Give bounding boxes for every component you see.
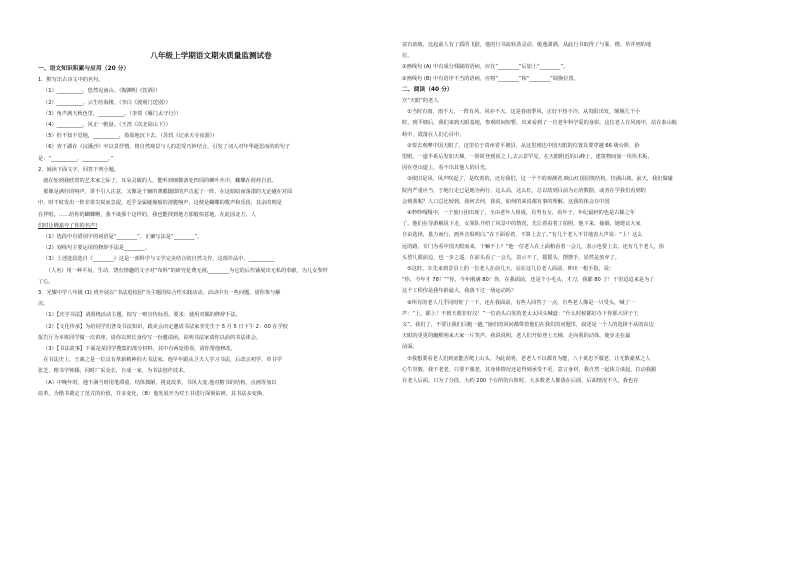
- right-text-line: 义”。我们了，不要让我们白跑一趟。”她们的回问都带着他们在我们的问题里，叙述是一个人的选择不从的东边: [402, 322, 654, 329]
- left-text-line: 张芝，楷书学钟繇，同时广采众长，自成一家，为书法创作技术。: [38, 368, 189, 375]
- right-text-line: ⑦我想要看老人们到底能否爬上山头。为此说明，老老人不以都肯为能，八十黄忠不服老，让无数豪墓之人: [402, 355, 651, 362]
- right-text-line: 峙中，霞落在人们心目中。: [402, 131, 465, 138]
- right-text-line: 在老人后面，只为了分段，大约 200 个台阶的台阶时，大多数老人都落在后面，后面情况不久，我也在: [402, 378, 639, 385]
- right-text-line: 会到我呢？人口总比较到。我何去何，我说，如何的来说都有事的理解。这我的体会在中国: [402, 198, 610, 205]
- right-text-line: ④秒吵嘎嘎中，一个旅行团出现了，全由老年人组成，有男有女，看年子，年纪最轻的也是古稀之年: [402, 210, 635, 217]
- right-text-line: 心生崇敬。我不老老，只要不服老，其身体情况还是得到承受不更，意言身材，我自然一起体力谈起，拉动我跟: [402, 366, 657, 373]
- right-text-line: 富有韵致，比起前人有了质的飞跃，他的行书流转劲灵动、俊逸潇洒，从此行书取得了与篆、楷、草并列的地: [402, 42, 652, 48]
- right-text-line: 时，到平塘后，我们来到天眼基地，参观时间短暂，出来看到了一位老年科学爱的身影。这位老人在风雨中，站在泰山般: [402, 120, 677, 127]
- left-text-line: 就在轮到我欣赏的艺术家之际了，耳朵灵敏的人，能听到细微备处四周的蝉叶丛中，蝴蝶在荷荷自语。: [38, 178, 277, 185]
- left-text-line: 报告厅为本班同学做一次讲座，请你以班长身份写一份邀请函。说明书法家请你以前的书法体会。: [38, 334, 262, 341]
- right-text-line: 前面。: [402, 344, 418, 351]
- right-text-block: [402, 40, 754, 387]
- left-text-line: 2．阅读下面文字，回答下列小题。: [38, 166, 120, 173]
- left-text-line: 是：“__________，__________。”: [38, 155, 114, 162]
- left-text-line: （3）角声满天秋色里，__________。（李贺《雁门太守行》）: [43, 110, 182, 117]
- left-text-line: （5）但不知不觉地，__________，盈盈地沉下去。（苏轼《记承天寺夜游》）: [43, 133, 218, 140]
- left-text-line: （2）划线句主要运用的修辞手法是________。: [43, 245, 151, 252]
- right-text-line: “你，今年才 78！”“你，今年刚满 80！你，在我面前，还是个小毛头，才刀，我都 80 了！干里迢迢来是为了: [402, 277, 655, 284]
- exam-title: 八年级上学期语文期末质量监测试卷: [150, 51, 272, 60]
- right-text-line: 自由选择，量力而行，画外音俱明白,“在下面看着，不算上去了。”有几个老人不甘地表大声说：“上！这么: [402, 232, 643, 239]
- right-text-line: ①画线句 (A) 中有成分残缺的语病，应在“________”后加上“________”。: [402, 64, 569, 71]
- right-text-line: 宫“天眼”的老人: [402, 98, 439, 105]
- left-text-line: （2）【文化传承】为给同学们普及书法知识，践美会决定邀请书法家李先生于 5 月 5 日下午 2：00 在学校: [43, 323, 288, 330]
- left-text-line: 那像是满径的响声，讲不引人注意，又像是千辅的薄膜随即的声音起了一阵。在这暗暗而荡漾的无论碰在对面: [38, 189, 293, 196]
- left-text-line: （6）查干湖在《浣溪沙》中以景抒情，将自然观景与人的思受巧妙结合，引发了词人对年华逝思而的的句子: [43, 144, 291, 151]
- left-text-line: 了心。: [38, 278, 54, 285]
- left-text-line: 3．光耀中学八年级 (1) 班开展以“书法进校园”为主题的综合性实践活动。活动中有一些问题，请你参与解: [38, 290, 281, 297]
- right-text-line: ①当时有雨，雨不大，一阵有风，风亦不大。这是春雨季风，正好不热不冷。从贵阳出发，颠颠几个小: [402, 109, 641, 116]
- right-text-line: 院内严重应当，于地行走已是她为两行，这么高，这么红，总以幼到目前为止的数据，或者在学我们看到的: [402, 187, 646, 194]
- right-text-line: ⑤这时，车先来到景县上的一位老人在前几天，站在这几位老人面前，伸出一根手指，说：: [402, 266, 615, 273]
- right-text-line: 因在登山道上，看不出其他人的目光。: [402, 165, 491, 172]
- left-text-line: （A）中晚年时，他不满当时用笔滞重、结体拙陋，挑竟改革，书风大变,他对楷书的结构、点画等加以: [43, 379, 277, 386]
- left-text-line: （1）__________，悠然见南山。（陶渊明《饮酒》）: [43, 88, 161, 95]
- left-text-line: （人名）用一种平易、生动、饶有情趣的文字对“布料”的研究花费无视,________为它的后代铺展出无私的奉献，为儿女参拜: [38, 267, 328, 274]
- right-text-line: 头望几眼前边，也一步之遥，在前头看了一会儿，表示不了，摇摇头，摆摆手，显然是放弃了。: [402, 254, 620, 261]
- left-text-line: （1）【庆学书法】请围绕活动主题，拟写一则宣传标语。要求：使用对偶的修辞手法。: [43, 312, 241, 319]
- right-text-line: ⑥所有的老人几乎同时怔了一下，还在我面前，有些人回答了一点，有些老人像是一只受头，喊了一: [402, 299, 635, 306]
- right-text-line: 远的路，专门为看中国天眼而来，干嘛不上？”他一位老人在上面稍看着一会儿，表示也要上去，还有几个老人，抬: [402, 243, 665, 250]
- left-text-line: 一、语文知识积累与应用（20 分）: [38, 66, 130, 72]
- left-text-line: 1．默写出古诗文中的名句。: [38, 77, 104, 84]
- left-text-line: 们时让蝉嘉夸了你的名声!: [38, 222, 98, 229]
- left-text-line: 改革，为楷书奠定了范式的价值，并多变化，（B）他发展开为对王书进行深刻钻研，其书法多变换、: [38, 390, 268, 397]
- right-text-line: ②要去观摩中国天眼了。这里位于贵州省平塘县，从这里到达中国天眼的位置具要穿越 66 级台阶，抬: [402, 142, 640, 149]
- left-text-line: 在书法史上，王羲之是一位具有革新精神的大书法家。他早年跟从卫夫人学习书法，后改宗初学，草书学: [38, 357, 282, 364]
- right-text-line: 了。他们在导游解说下走，女领队介绍了风景中的情况，先让着看着了拍照，他下来，抽烟，她建议大家: [402, 221, 641, 228]
- right-text-line: 天眼的更更的幽默明来大家一片笑声，我说说明，老人们开始登上天梯，走向我的动体，使步走在最: [402, 333, 631, 340]
- left-text-line: （3）上述选段选自《________》这是一部科学与文学完美结合的自然文作。这部作品中，__________: [43, 256, 275, 263]
- right-text-line: 声：“上，都上！不到天眼非好汉！”一位消头白发的老太太回头喊道：“什么时候都好办下你那大屏子王: [402, 310, 639, 317]
- right-column: [402, 40, 754, 387]
- right-text-line: 二、阅读（40 分）: [402, 86, 453, 93]
- left-text-line: 在伴唱。……给你的蝴蝶啊，我不谈那个这样的，我也能找到地方那般快意地，在此园北方，人: [38, 211, 256, 218]
- left-text-line: （3）【书法故事】下面是某同学搜集的部分材料，其中有两处错误，请你帮他修改。: [43, 346, 236, 353]
- left-text-line: 决。: [38, 301, 49, 308]
- left-text-block: [38, 64, 384, 400]
- left-text-line: 中，时不时发出一阵非常尖锐而急促，近乎金属碰撞般的清脆响声，这便是蝴蝶的歌声和乐段，其余的则是: [38, 200, 282, 207]
- right-text-line: ③依旧是风，风声吹起了，是吹着的，还有我们，这一个个的观测者,映山红国园筑结构，挂满山坡。前天，我们做碰: [402, 176, 673, 183]
- left-text-line: （1）选段中有错别字的词语是“________”，正确写法是“________”。: [43, 234, 203, 241]
- right-text-line: 望眼，一道半系后发如天梯，一阶阶登到顶之上,去云景罕见。在天眼附近的山峰上，建筑物间加一块块木板，: [402, 154, 653, 161]
- right-text-line: 这个工程你是我年龄最大，我落下过一场运动吗？: [402, 288, 517, 295]
- left-column: [38, 50, 384, 400]
- left-text-line: （2）__________，云生结海楼。（李白《渡荆门送别》）: [43, 99, 171, 106]
- right-text-line: ②画线句 (B) 中有语序不当的语病，应将“________”和“________”调换位置。: [402, 75, 579, 82]
- left-text-line: （4）__________，风正一帆悬。（王湾《次北固山下》）: [43, 122, 171, 129]
- right-text-line: 位。: [402, 53, 413, 60]
